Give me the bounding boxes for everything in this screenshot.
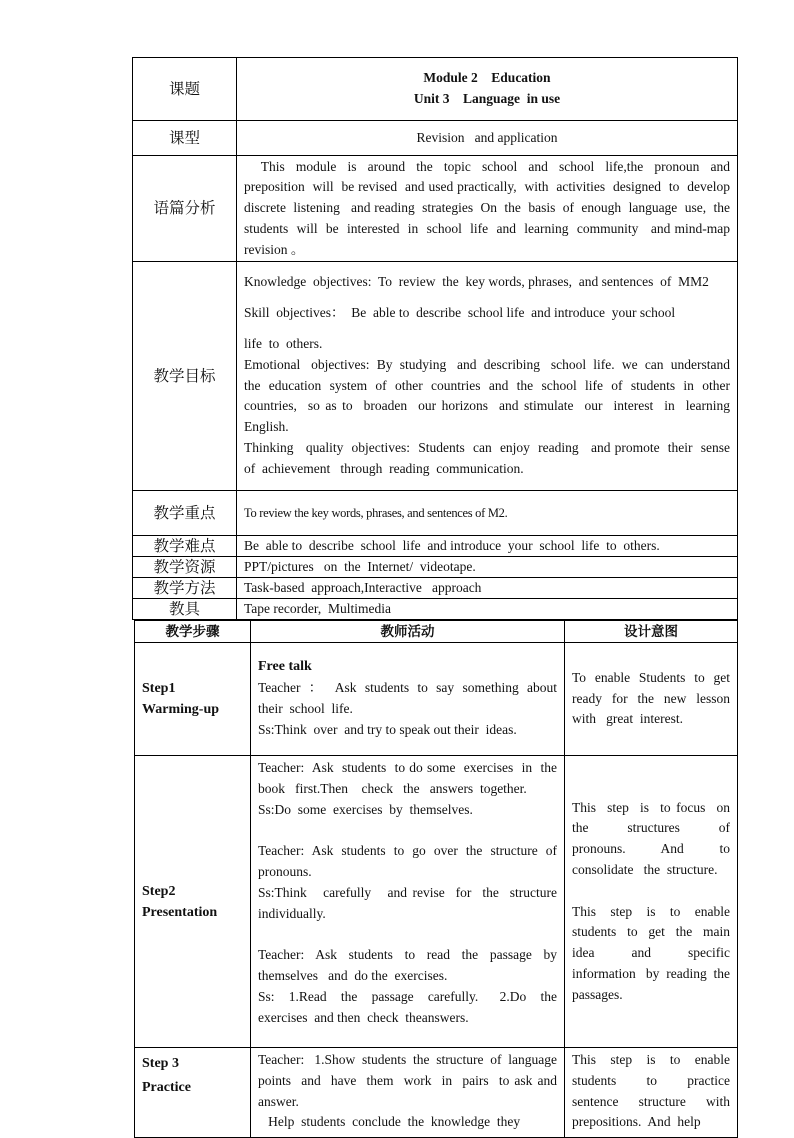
goal-thinking: Thinking quality objectives: Students can enjoy reading and promote their sense of achievement through reading communication. bbox=[244, 439, 737, 476]
step1-label bbox=[135, 643, 251, 756]
step1-activity-ss: Ss:Think over and try to speak out their ideas. bbox=[258, 721, 517, 737]
difficult-label: 教学难点 bbox=[133, 536, 237, 557]
step2-activity-4: Ss:Think carefully and revise for the structure individually. bbox=[258, 884, 564, 921]
goals-label: 教学目标 bbox=[133, 262, 237, 491]
step2-activity-6: Ss: 1.Read the passage carefully. 2.Do the exercises and then check theanswers. bbox=[258, 988, 564, 1025]
analysis-label: 语篇分析 bbox=[133, 156, 237, 262]
step2-intent-2: This step is to enable students to get the main idea and specific information by reading the passages. bbox=[572, 903, 737, 1002]
step2-activity-2: Ss:Do some exercises by themselves. bbox=[258, 801, 473, 817]
topic-line-2: Unit 3 Language in use bbox=[413, 91, 561, 106]
topic-label: 课题 bbox=[133, 58, 237, 121]
tools-label: 教具 bbox=[133, 599, 237, 620]
topic-value bbox=[237, 58, 738, 121]
step2-name: Presentation bbox=[142, 904, 218, 920]
step3-name: Practice bbox=[142, 1080, 191, 1095]
type-value: Revision and application bbox=[237, 121, 738, 156]
header-design-intent: 设计意图 bbox=[565, 621, 738, 643]
step1-activity-teacher: Teacher ： Ask students to say something about their school life. bbox=[258, 680, 564, 716]
header-teacher-activity: 教师活动 bbox=[251, 621, 565, 643]
teaching-steps-table bbox=[134, 620, 741, 1138]
resources-value: PPT/pictures on the Internet/ videotape. bbox=[237, 557, 738, 578]
step1-intent: To enable Students to get ready for the new lesson with great interest. bbox=[565, 643, 738, 756]
step1-activity-title: Free talk bbox=[258, 659, 312, 675]
goal-skill-line-1: Skill objectives： Be able to describe school life and introduce your school bbox=[244, 305, 676, 321]
step2-intent bbox=[565, 756, 738, 1048]
step2-number: Step2 bbox=[142, 883, 176, 899]
difficult-value: Be able to describe school life and introduce your school life to others. bbox=[237, 536, 738, 557]
type-label: 课型 bbox=[133, 121, 237, 156]
step3-number: Step 3 bbox=[142, 1056, 179, 1071]
step3-label bbox=[135, 1048, 251, 1138]
topic-line-1: Module 2 Education bbox=[423, 70, 551, 86]
step3-activity-1: Teacher: 1.Show students the structure of language points and have them work in pairs to ask and answer. bbox=[258, 1052, 564, 1109]
resources-label: 教学资源 bbox=[133, 557, 237, 578]
step1-name: Warming-up bbox=[142, 702, 220, 717]
step2-activity-1: Teacher: Ask students to do some exercises in the book first.Then check the answers together. bbox=[258, 760, 568, 796]
methods-value: Task-based approach,Interactive approach bbox=[237, 578, 738, 599]
step2-label bbox=[135, 756, 251, 1048]
step2-activity bbox=[251, 756, 568, 1048]
step1-activity bbox=[251, 643, 565, 756]
step3-activity bbox=[251, 1048, 565, 1138]
goal-emotional: Emotional objectives: By studying and describing school life. we can understand the education system of other countries and the school life of students in other countries, so as to broaden our horizons and stimulate our interest in learning English. bbox=[244, 356, 741, 435]
goals-text bbox=[237, 262, 741, 491]
methods-label: 教学方法 bbox=[133, 578, 237, 599]
header-steps: 教学步骤 bbox=[135, 621, 251, 643]
lesson-overview-table bbox=[132, 57, 741, 620]
step2-intent-1: This step is to focus on the structures of pronouns. And to consolidate the structure. bbox=[572, 799, 737, 877]
key-value: To review the key words, phrases, and sentences of M2. bbox=[237, 491, 738, 536]
goal-knowledge: Knowledge objectives: To review the key words, phrases, and sentences of MM2 bbox=[244, 274, 709, 290]
step1-number: Step1 bbox=[142, 681, 176, 696]
analysis-text: This module is around the topic school and school life,the pronoun and preposition will be revised and used practically, with activities designed to develop discrete listening and reading strategies On the basis of enough language use, the students will be interested in school life and learning community and mind-map revision 。 bbox=[237, 156, 738, 262]
key-label: 教学重点 bbox=[133, 491, 237, 536]
step2-activity-3: Teacher: Ask students to go over the structure of pronouns. bbox=[258, 843, 564, 879]
tools-value: Tape recorder, Multimedia bbox=[237, 599, 738, 620]
step3-intent: This step is to enable students to practice sentence structure with prepositions. And help bbox=[565, 1048, 738, 1138]
goal-skill-line-2: life to others. bbox=[244, 336, 323, 351]
step2-activity-5: Teacher: Ask students to read the passage by themselves and do the exercises. bbox=[258, 947, 564, 983]
step3-activity-2: Help students conclude the knowledge they bbox=[258, 1114, 521, 1130]
